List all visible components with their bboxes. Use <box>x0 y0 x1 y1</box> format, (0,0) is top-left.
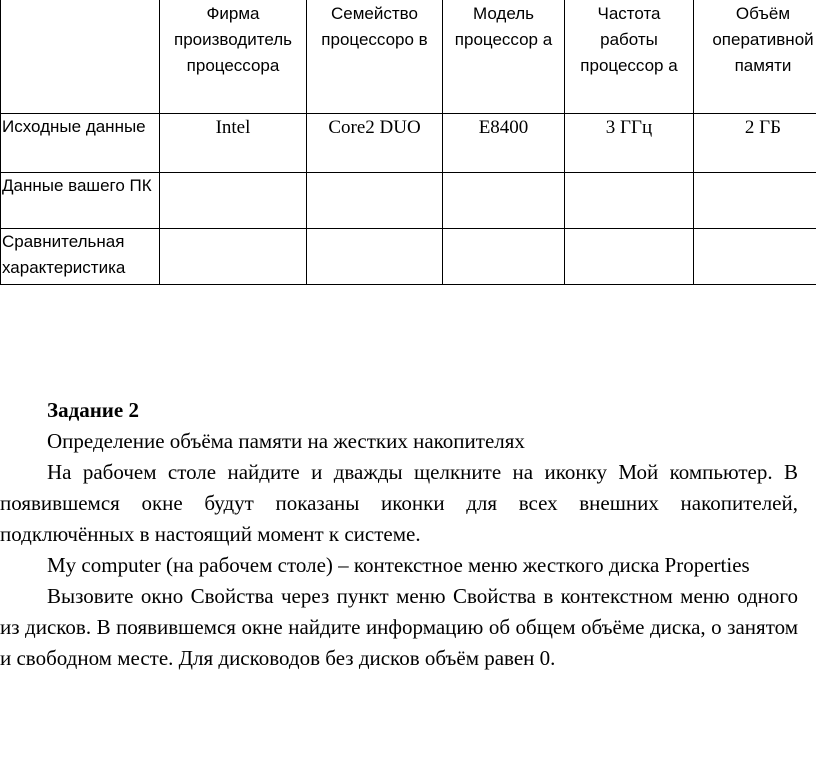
cell-family <box>307 229 443 285</box>
table-header-row <box>1 0 816 114</box>
task-section <box>0 395 798 674</box>
cell-model <box>443 173 565 229</box>
header-cell-frequency: Частота работы процессор а <box>565 0 694 114</box>
processor-comparison-table <box>0 0 816 285</box>
cell-manufacturer <box>160 173 307 229</box>
table-row <box>1 173 816 229</box>
cell-family <box>307 173 443 229</box>
task-paragraph: На рабочем столе найдите и дважды щелкните на иконку Мой компьютер. В появившемся окне будут показаны иконки для всех внешних накопителей, подключённых в настоящий момент к системе. <box>0 460 798 546</box>
header-cell-model: Модель процессор а <box>443 0 565 114</box>
cell-frequency <box>565 229 694 285</box>
cell-manufacturer: Intel <box>160 114 307 173</box>
table-row <box>1 229 816 285</box>
cell-manufacturer <box>160 229 307 285</box>
cell-model: E8400 <box>443 114 565 173</box>
task-subtitle: Определение объёма памяти на жестких накопителях <box>47 429 525 453</box>
cell-family: Core2 DUO <box>307 114 443 173</box>
header-cell-ram: Объём оперативной памяти <box>694 0 816 114</box>
cell-frequency: 3 ГГц <box>565 114 694 173</box>
header-cell-manufacturer: Фирма производитель процессора <box>160 0 307 114</box>
table-row <box>1 114 816 173</box>
row-label-comparison: Сравнительная характеристика <box>1 229 160 285</box>
task-paragraph: My computer (на рабочем столе) – контекстное меню жесткого диска Properties <box>47 553 750 577</box>
cell-frequency <box>565 173 694 229</box>
row-label-source-data: Исходные данные <box>1 114 160 173</box>
header-cell-empty <box>1 0 160 114</box>
task-title: Задание 2 <box>47 398 139 422</box>
cell-ram: 2 ГБ <box>694 114 816 173</box>
header-cell-family: Семейство процессоро в <box>307 0 443 114</box>
row-label-your-pc: Данные вашего ПК <box>1 173 160 229</box>
cell-model <box>443 229 565 285</box>
cell-ram <box>694 173 816 229</box>
task-paragraph: Вызовите окно Свойства через пункт меню Свойства в контекстном меню одного из дисков. В появившемся окне найдите информацию об общем объёме диска, о занятом и свободном месте. Для дисководов без дисков объём равен 0. <box>0 584 798 670</box>
cell-ram <box>694 229 816 285</box>
